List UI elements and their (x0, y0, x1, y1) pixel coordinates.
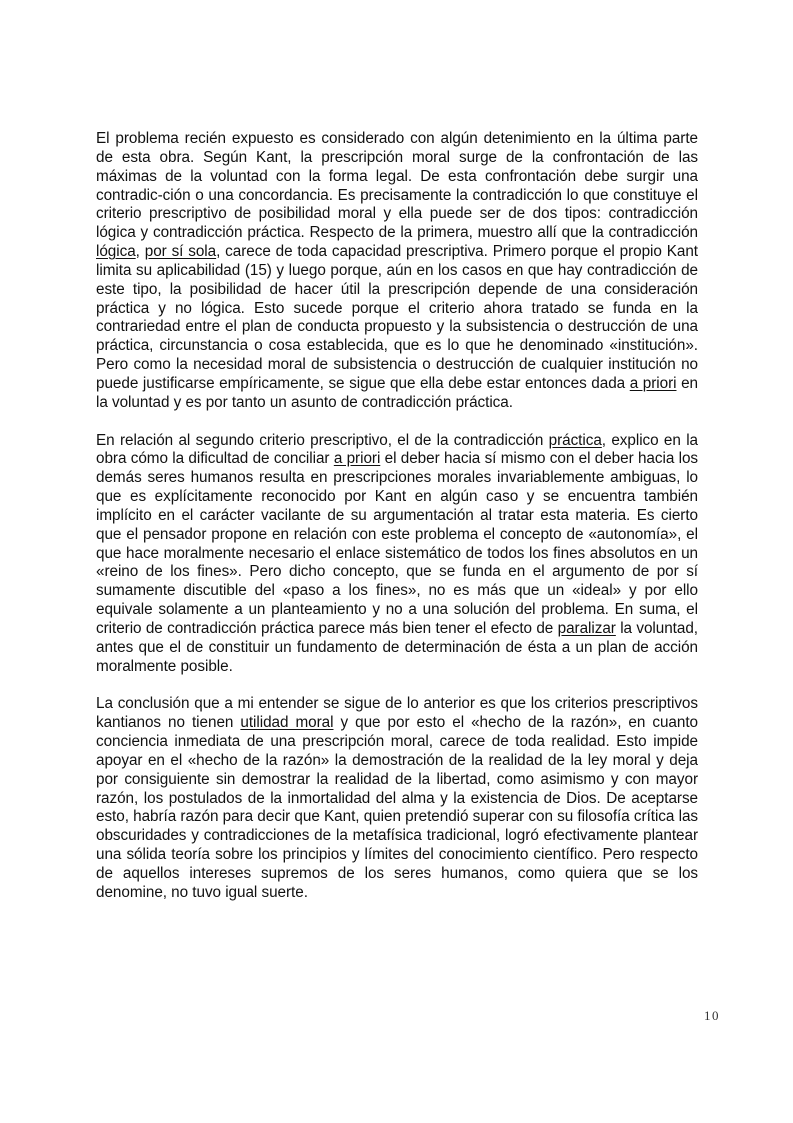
underlined-text: por sí sola (144, 243, 217, 261)
text-run: el deber hacia sí mismo con el deber hacia los demás seres humanos resulta en prescripciones morales invariablemente ambiguas, lo que es explícitamente reconocido por Kant en algún caso y se encuentra también implícito en el carácter vacilante de su argumentación al tratar esta materia. Es cierto que el pensador propone en relación con este problema el concepto de «autonomía», el que hace moralmente necesario el enlace sistemático de todos los fines absolutos en un «reino de los fines». Pero dicho concepto, que se funda en el argumento de por sí sumamente discutible del «paso a los fines», no es más que un «ideal» y por ello equivale solamente a un planteamiento y no a una solución del problema. En suma, el criterio de contradicción práctica parece más bien tener el efecto de (96, 450, 699, 637)
text-run: en la voluntad y es por tanto un asunto de contradicción práctica. (96, 374, 698, 411)
paragraph-1 (96, 130, 698, 413)
text-run: El problema recién expuesto es considerado con algún detenimiento en la última parte de esta obra. Según Kant, la prescripción moral surge de la confrontación de las máximas de la voluntad con la forma legal. De esta confrontación debe surgir una contradic-ción o una concordancia. Es precisamente la contradicción lo que constituye el criterio prescriptivo de posibilidad moral y ella puede ser de dos tipos: contradicción lógica y contradicción práctica. Respecto de la primera, muestro allí que la contradicción (96, 130, 698, 242)
page-number: 10 (704, 1008, 720, 1023)
text-run: la voluntad, antes que el de constituir un fundamento de determinación de ésta a un plan de acción moralmente posible. (96, 619, 698, 675)
text-run: La conclusión que a mi entender se sigue de lo anterior es que los criterios prescriptivos kantianos no tienen (96, 695, 698, 732)
text-run: y que por esto el «hecho de la razón», en cuanto conciencia inmediata de una prescripción moral, carece de toda realidad. Esto impide apoyar en el «hecho de la razón» la demostración de la realidad de la ley moral y deja por consiguiente sin demostrar la realidad de la libertad, como asimismo y con mayor razón, los postulados de la inmortalidad del alma y la existencia de Dios. De aceptarse esto, habría razón para decir que Kant, quien pretendió superar con su filosofía crítica las obscuridades y contradicciones de la metafísica tradicional, logró efectivamente plantear una sólida teoría sobre los principios y límites del conocimiento científico. Pero respecto de aquellos intereses supremos de los seres humanos, como quiera que se los denomine, no tuvo igual suerte. (96, 714, 698, 901)
underlined-text: utilidad moral (240, 714, 334, 732)
text-run: En relación al segundo criterio prescriptivo, el de la contradicción (96, 431, 549, 449)
text-run: , explico en la obra cómo la dificultad de conciliar (96, 431, 698, 468)
text-run: , carece de toda capacidad prescriptiva. Primero porque el propio Kant limita su aplicabilidad (15) y luego porque, aún en los casos en que hay contradicción de este tipo, la posibilidad de hacer útil la prescripción depende de una consideración práctica y no lógica. Esto sucede porque el criterio ahora tratado se funda en la contrariedad entre el plan de conducta propuesto y la subsistencia o destrucción de una práctica, circunstancia o cosa establecida, que es lo que he denominado «institución». Pero como la necesidad moral de subsistencia o destrucción de cualquier institución no puede justificarse empíricamente, se sigue que ella debe estar entonces dada (96, 243, 698, 392)
document-body (96, 130, 698, 903)
paragraph-3 (96, 695, 698, 902)
underlined-text: práctica (548, 431, 602, 449)
underlined-text: a priori (333, 450, 381, 468)
underlined-text: paralizar (557, 619, 616, 637)
underlined-text: lógica (96, 243, 136, 261)
text-run: , (135, 243, 145, 261)
paragraph-2 (96, 432, 698, 677)
underlined-text: a priori (629, 374, 677, 392)
